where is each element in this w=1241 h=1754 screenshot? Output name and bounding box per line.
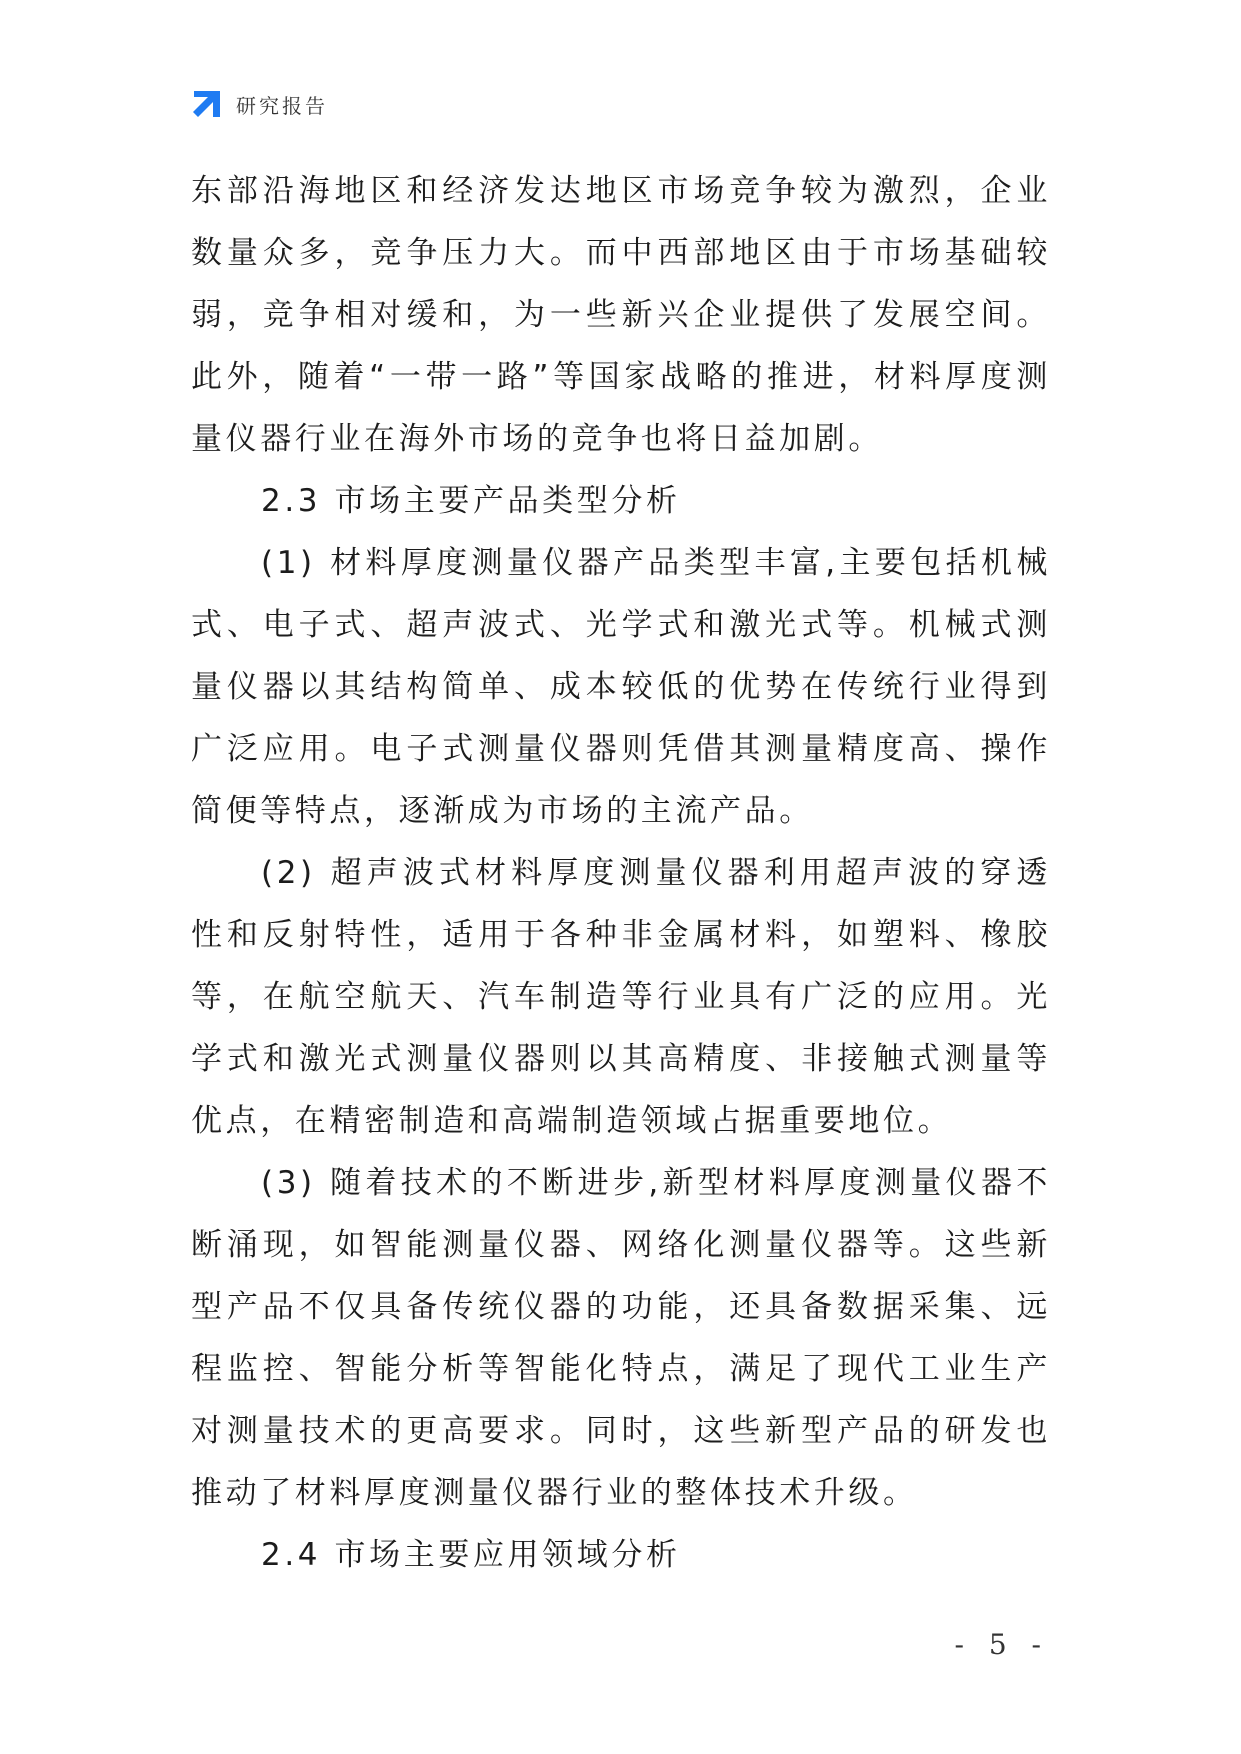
report-header: [190, 86, 328, 122]
section-heading-2-3: 2.3 市场主要产品类型分析: [261, 483, 681, 519]
paragraph-2: (2) 超声波式材料厚度测量仪器利用超声波的穿透性和反射特性，适用于各种非金属材料，如塑料、橡胶等，在航空航天、汽车制造等行业具有广泛的应用。光学式和激光式测量仪器则以其高精度、非接触式测量等优点，在精密制造和高端制造领域占据重要地位。: [191, 855, 1051, 1139]
page-number: - 5 -: [954, 1628, 1049, 1661]
arrow-logo-icon: [190, 87, 224, 121]
paragraph-3: (3) 随着技术的不断进步,新型材料厚度测量仪器不断涌现，如智能测量仪器、网络化测量仪器等。这些新型产品不仅具备传统仪器的功能，还具备数据采集、远程监控、智能分析等智能化特点，满足了现代工业生产对测量技术的更高要求。同时，这些新型产品的研发也推动了材料厚度测量仪器行业的整体技术升级。: [191, 1165, 1051, 1511]
header-title: 研究报告: [236, 93, 328, 118]
paragraph-intro: 东部沿海地区和经济发达地区市场竞争较为激烈，企业数量众多，竞争压力大。而中西部地区由于市场基础较弱，竞争相对缓和，为一些新兴企业提供了发展空间。此外，随着“一带一路”等国家战略的推进，材料厚度测量仪器行业在海外市场的竞争也将日益加剧。: [191, 173, 1051, 457]
paragraph-1: (1) 材料厚度测量仪器产品类型丰富,主要包括机械式、电子式、超声波式、光学式和激光式等。机械式测量仪器以其结构简单、成本较低的优势在传统行业得到广泛应用。电子式测量仪器则凭借其测量精度高、操作简便等特点，逐渐成为市场的主流产品。: [191, 545, 1051, 829]
document-body: [191, 160, 1051, 1586]
section-heading-2-4: 2.4 市场主要应用领域分析: [261, 1537, 681, 1573]
